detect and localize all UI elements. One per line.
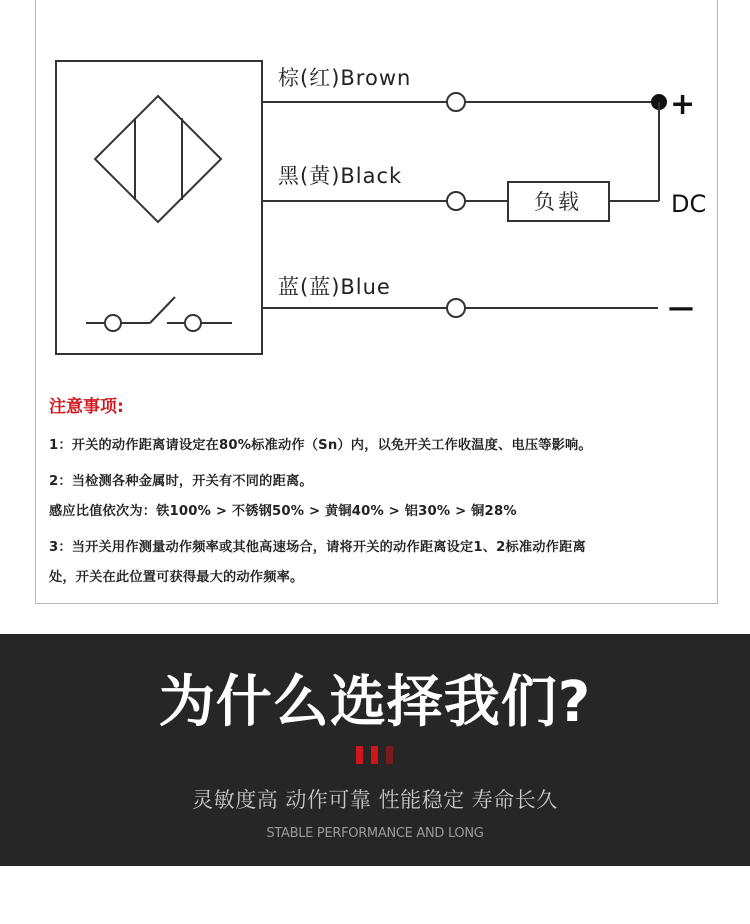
blue-wire-label: 蓝(蓝)Blue [278, 275, 391, 299]
blue-wire [262, 299, 658, 317]
banner-subtitle: 灵敏度高 动作可靠 性能稳定 寿命长久 [192, 788, 558, 812]
dc-label: DC [671, 190, 707, 218]
note-line-2: 2：当检测各种金属时，开关有不同的距离。 [49, 474, 313, 489]
notes-section [49, 392, 709, 593]
banner-title: 为什么选择我们? [158, 670, 592, 735]
why-choose-us-banner [0, 634, 750, 866]
notes-title: 注意事项: [49, 397, 124, 417]
minus-label: — [668, 293, 694, 323]
banner-subtitle-en: STABLE PERFORMANCE AND LONG [266, 826, 484, 841]
switch-symbol [86, 297, 232, 331]
plus-label: + [670, 87, 696, 122]
note-line-4: 3：当开关用作测量动作频率或其他高速场合，请将开关的动作距离设定1、2标准动作距离 [49, 540, 586, 555]
accent-bar [386, 746, 393, 764]
black-wire [262, 102, 659, 221]
brown-wire [262, 93, 667, 111]
black-wire-label: 黑(黄)Black [278, 164, 403, 188]
note-line-3: 感应比值依次为：铁100% > 不锈钢50% > 黄铜40% > 铝30% > 铜28% [49, 504, 517, 519]
accent-bar [371, 746, 378, 764]
sensor-body [56, 61, 262, 354]
accent-bars [356, 746, 396, 764]
note-line-5: 处，开关在此位置可获得最大的动作频率。 [49, 570, 304, 585]
note-line-1: 1：开关的动作距离请设定在80%标准动作（Sn）内，以免开关工作收温度、电压等影响。 [49, 438, 592, 453]
brown-wire-label: 棕(红)Brown [278, 66, 412, 90]
inductive-sensor-symbol [95, 96, 221, 222]
load-label: 负载 [534, 190, 582, 214]
accent-bar [356, 746, 363, 764]
